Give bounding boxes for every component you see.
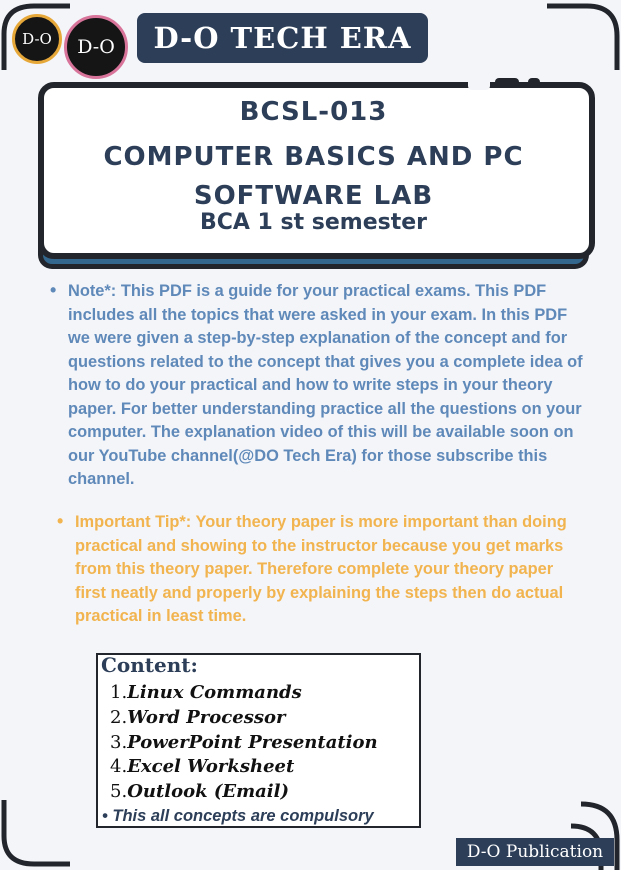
list-item-label: Word Processor [127,706,286,728]
card-dash-decoration [468,78,490,90]
brand-logo-large [64,15,128,79]
contents-list [110,681,378,805]
list-item-label: Outlook (Email) [127,781,289,803]
card-dash-decoration [495,78,519,86]
card-dash-decoration [528,78,540,86]
brand-logo-small [12,14,62,64]
tip-paragraph: Important Tip*: Your theory paper is more important than doing practical and showing to the instructor because you get marks from this theory paper. Therefore complete your theory paper first neatly and properly by explaining the steps then do actual practical in least time. [75,513,567,625]
list-item [110,731,378,756]
note-bullet: • [50,280,57,300]
course-name [38,138,589,216]
list-item-number: 2. [110,706,128,728]
list-item-label: Excel Worksheet [127,756,295,778]
brand-title: D-O TECH ERA [137,13,428,63]
list-item-number: 4. [110,756,128,778]
list-item-number: 5. [110,781,128,803]
contents-title: Content: [101,653,198,677]
list-item [110,780,378,805]
list-item-number: 3. [110,731,128,753]
list-item [110,681,378,706]
course-name-line-1: COMPUTER BASICS AND PC [103,142,524,172]
course-name-line-2: SOFTWARE LAB [193,181,434,211]
frame-corner-top-right [541,0,621,80]
course-semester: BCA 1 st semester [199,210,428,235]
contents-note: • This all concepts are compulsory [102,807,374,825]
course-code: BCSL-013 [239,97,388,127]
logo-mark-text: D-O [22,30,52,48]
logo-mark-text: D-O [77,36,115,58]
note-paragraph: Note*: This PDF is a guide for your practical exams. This PDF includes all the topics that were asked in your exam. In this PDF we were given a step-by-step explanation of the concept and for questions related to the concept that gives you a complete idea of how to do your practical and how to write steps in your theory paper. For better understanding practice all the questions on your computer. The explanation video of this will be available soon on our YouTube channel(@DO Tech Era) for those subscribe this channel. [68,282,583,488]
list-item-number: 1. [110,682,128,703]
list-item-label: Linux Commands [127,682,302,703]
list-item-label: PowerPoint Presentation [127,731,378,753]
frame-corner-bottom-left [0,790,80,870]
list-item [110,755,378,780]
list-item [110,706,378,731]
publisher-badge: D-O Publication [456,838,614,866]
tip-bullet: • [57,511,64,531]
